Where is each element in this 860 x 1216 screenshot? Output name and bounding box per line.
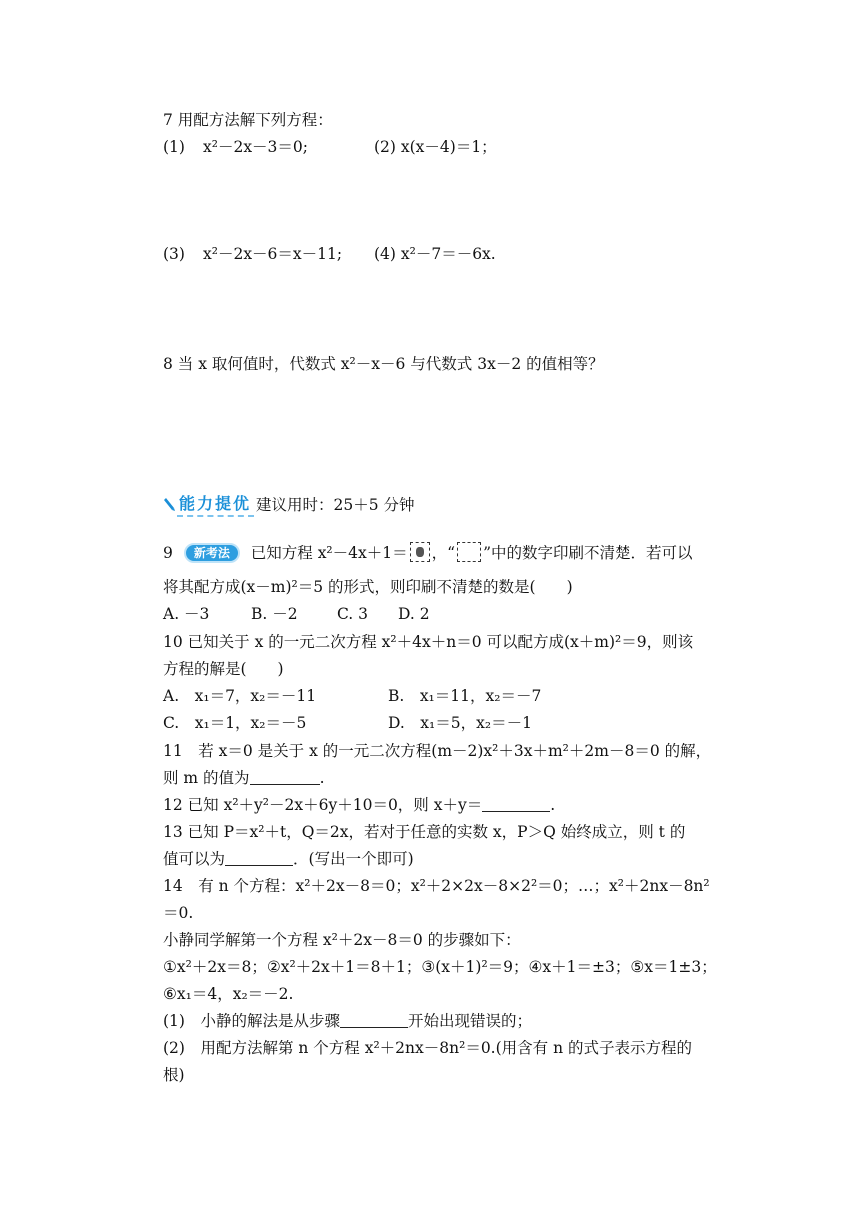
q7-part3-equation: x²－2x－6＝x－11;	[203, 245, 343, 263]
q12-answer-blank	[482, 797, 550, 812]
pencil-icon	[163, 496, 177, 512]
q10-line2: 方程的解是( )	[163, 660, 284, 678]
q14-line1: 14 有 n 个方程：x²＋2x－8＝0；x²＋2×2x－8×2²＝0；…；x²＋2nx－8n²	[163, 877, 710, 895]
q14-subquestion-2: (2) 用配方法解第 n 个方程 x²＋2nx－8n²＝0.(用含有 n 的式子表示方程的	[163, 1039, 692, 1057]
q7-part4: (4) x²－7＝－6x.	[374, 245, 496, 263]
q12-line	[163, 795, 555, 815]
q12-text: 12 已知 x²＋y²－2x＋6y＋10＝0，则 x＋y＝	[163, 796, 483, 814]
q13-note: ．(写出一个即可)	[293, 850, 414, 868]
q11-answer-blank	[250, 770, 320, 785]
q11-line2	[163, 768, 325, 788]
q8-text: 8 当 x 取何值时，代数式 x²－x－6 与代数式 3x－2 的值相等？	[163, 355, 604, 373]
q11-end: .	[319, 769, 325, 787]
q7-part1-equation: x²－2x－3＝0;	[203, 138, 309, 156]
q7-title: 7 用配方法解下列方程：	[163, 111, 333, 129]
q9-text-c: ”中的数字印刷不清楚．若可以	[483, 544, 693, 562]
q10-line1: 10 已知关于 x 的一元二次方程 x²＋4x＋n＝0 可以配方成(x＋m)²＝9，则该	[163, 633, 694, 651]
q9-number: 9	[163, 544, 173, 562]
q9-option-c: C. 3	[337, 605, 369, 623]
q14-s1-end: 开始出现错误的；	[407, 1012, 532, 1030]
q7-part2: (2) x(x－4)＝1；	[374, 138, 497, 156]
q9-option-b: B. －2	[251, 605, 298, 623]
smudged-number-box	[410, 542, 430, 562]
section-time-suggestion: 建议用时：25＋5 分钟	[256, 496, 415, 514]
q10-option-d: D. x₁＝5，x₂＝－1	[388, 714, 532, 732]
section-header	[163, 493, 415, 515]
q9-option-a: A. －3	[163, 605, 210, 623]
q14-line2: ＝0.	[163, 904, 194, 922]
q9-text-a: 已知方程 x²－4x＋1＝	[250, 544, 408, 562]
q10-option-a: A. x₁＝7，x₂＝－11	[163, 687, 317, 705]
q14-line3: 小静同学解第一个方程 x²＋2x－8＝0 的步骤如下：	[163, 931, 521, 949]
q9-line1	[163, 542, 693, 563]
q13-prompt: 值可以为	[163, 850, 226, 868]
q14-s1-prompt: (1) 小静的解法是从步骤	[163, 1012, 340, 1030]
section-title: 能力提优	[177, 491, 254, 517]
q14-step6: ⑥x₁＝4，x₂＝－2.	[163, 985, 294, 1003]
q11-line1: 11 若 x＝0 是关于 x 的一元二次方程(m－2)x²＋3x＋m²＋2m－8＝0 的解，	[163, 742, 712, 760]
empty-dashed-box	[457, 542, 481, 562]
q14-s1-answer-blank	[340, 1013, 408, 1028]
q14-steps: ①x²＋2x＝8；②x²＋2x＋1＝8＋1；③(x＋1)²＝9；④x＋1＝±3；⑤x＝1±3；	[163, 958, 717, 976]
q9-option-d: D. 2	[398, 605, 430, 623]
q13-line1: 13 已知 P＝x²＋t，Q＝2x，若对于任意的实数 x，P＞Q 始终成立，则 t 的	[163, 823, 686, 841]
q9-text-b: ，“	[431, 544, 456, 562]
q14-subquestion-1	[163, 1011, 532, 1031]
q7-part1-number: (1)	[163, 138, 185, 156]
new-method-badge: 新考法	[184, 543, 240, 563]
q10-option-c: C. x₁＝1，x₂＝－5	[163, 714, 307, 732]
q7-part3-number: (3)	[163, 245, 185, 263]
q11-prompt: 则 m 的值为	[163, 769, 250, 787]
q10-option-b: B. x₁＝11，x₂＝－7	[388, 687, 542, 705]
q13-line2	[163, 849, 414, 869]
q14-subquestion-2-end: 根)	[163, 1066, 185, 1084]
q12-end: .	[550, 796, 556, 814]
q9-line2: 将其配方成(x－m)²＝5 的形式，则印刷不清楚的数是( )	[163, 578, 573, 596]
q13-answer-blank	[225, 851, 293, 866]
